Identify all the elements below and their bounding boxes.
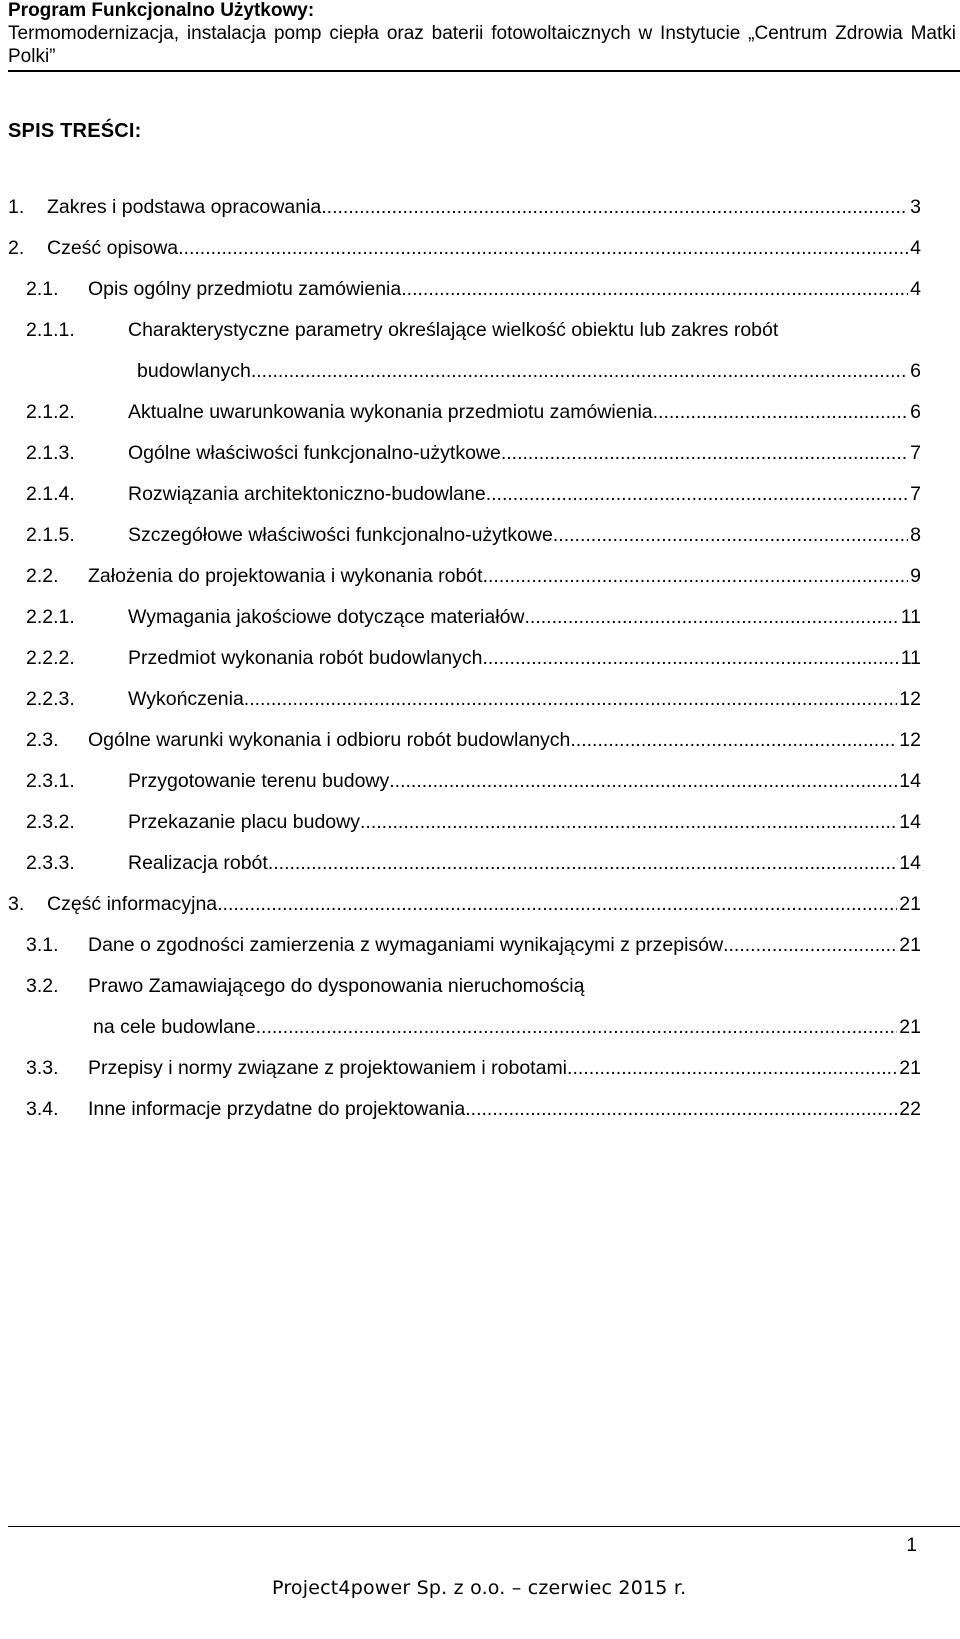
toc-entry-number: 2.1.4.	[26, 483, 75, 505]
toc-entry-number: 2.1.2.	[26, 401, 75, 423]
toc-entry-number: 2.1.3.	[26, 442, 75, 464]
toc-entry-continuation[interactable]	[0, 360, 960, 401]
toc-entry-title: Przepisy i normy związane z projektowaniem i robotami	[88, 1057, 568, 1079]
toc-entry-title: Ogólne warunki wykonania i odbioru robót budowlanych	[88, 729, 571, 751]
toc-entry-page: 12	[899, 729, 921, 751]
toc-leader-dots	[321, 196, 908, 219]
toc-entry-number: 2.2.2.	[26, 647, 75, 669]
toc-entry[interactable]	[0, 770, 960, 811]
toc-entry[interactable]	[0, 893, 960, 934]
toc-entry-page: 14	[899, 852, 921, 874]
toc-entry-title: Ogólne właściwości funkcjonalno-użytkowe	[128, 442, 501, 464]
toc-entry-title: Przygotowanie terenu budowy	[128, 770, 390, 792]
program-label: Program Funkcjonalno Użytkowy:	[8, 0, 315, 21]
toc-entry[interactable]	[0, 934, 960, 975]
toc-entry-number: 2.3.3.	[26, 852, 75, 874]
toc-leader-dots	[567, 1057, 897, 1080]
toc-entry-title: Opis ogólny przedmiotu zamówienia	[88, 278, 402, 300]
footer-divider	[8, 1526, 960, 1527]
toc-entry-title: Założenia do projektowania i wykonania robót	[88, 565, 483, 587]
toc-leader-dots	[268, 852, 897, 875]
toc-entry-title: na cele budowlane	[93, 1016, 256, 1038]
toc-entry-page: 11	[900, 606, 921, 628]
toc-leader-dots	[251, 360, 908, 383]
toc-leader-dots	[256, 1016, 898, 1039]
toc-leader-dots	[217, 893, 897, 916]
toc-entry-number: 3.3.	[26, 1057, 59, 1079]
toc-entry[interactable]	[0, 442, 960, 483]
toc-leader-dots	[178, 237, 908, 260]
toc-entry-page: 6	[910, 360, 921, 382]
toc-entry[interactable]	[0, 483, 960, 524]
toc-entry[interactable]	[0, 647, 960, 688]
toc-entry-title: Część informacyjna	[47, 893, 218, 915]
toc-entry-number: 3.4.	[26, 1098, 59, 1120]
toc-leader-dots	[570, 729, 897, 752]
toc-entry-title: Wykończenia	[128, 688, 244, 710]
toc-entry-page: 21	[899, 934, 921, 956]
toc-entry-number: 2.3.1.	[26, 770, 75, 792]
header-divider	[8, 70, 960, 72]
toc-entry[interactable]	[0, 524, 960, 565]
toc-entry-page: 4	[910, 237, 921, 259]
toc-entry-page: 11	[900, 647, 921, 669]
toc-leader-dots	[501, 442, 908, 465]
toc-entry-title: Charakterystyczne parametry określające wielkość obiektu lub zakres robót	[128, 319, 779, 341]
toc-entry-number: 2.1.1.	[26, 319, 75, 341]
toc-entry-title: Prawo Zamawiającego do dysponowania nieruchomością	[88, 975, 585, 997]
toc-entry-number: 3.1.	[26, 934, 59, 956]
toc-entry-number: 2.2.1.	[26, 606, 75, 628]
toc-entry[interactable]	[0, 1057, 960, 1098]
table-of-contents	[0, 196, 960, 1139]
toc-entry[interactable]	[0, 852, 960, 893]
toc-entry-number: 2.3.	[26, 729, 59, 751]
toc-entry-page: 8	[910, 524, 921, 546]
toc-entry-page: 6	[910, 401, 921, 423]
toc-leader-dots	[486, 483, 908, 506]
toc-entry[interactable]	[0, 278, 960, 319]
toc-entry-number: 2.2.3.	[26, 688, 75, 710]
toc-entry-page: 9	[910, 565, 921, 587]
toc-entry[interactable]	[0, 811, 960, 852]
toc-entry-continuation[interactable]	[0, 1016, 960, 1057]
toc-leader-dots	[401, 278, 908, 301]
toc-entry[interactable]	[0, 565, 960, 606]
page-number: 1	[906, 1535, 917, 1556]
document-header	[8, 0, 960, 68]
toc-entry-page: 7	[910, 483, 921, 505]
toc-entry-title: budowlanych	[137, 360, 251, 382]
toc-entry-page: 14	[899, 770, 921, 792]
toc-entry-page: 21	[899, 1057, 921, 1079]
toc-entry[interactable]	[0, 975, 960, 1016]
toc-entry-page: 4	[910, 278, 921, 300]
toc-entry-title: Przekazanie placu budowy	[128, 811, 360, 833]
toc-entry-title: Inne informacje przydatne do projektowania	[88, 1098, 466, 1120]
toc-leader-dots	[723, 934, 897, 957]
toc-leader-dots	[360, 811, 897, 834]
toc-entry-page: 21	[899, 1016, 921, 1038]
footer-company-date: Project4power Sp. z o.o. – czerwiec 2015 r.	[272, 1577, 687, 1599]
toc-leader-dots	[244, 688, 898, 711]
toc-entry[interactable]	[0, 196, 960, 237]
toc-entry-page: 21	[899, 893, 921, 915]
toc-entry-number: 2.	[8, 237, 25, 259]
toc-entry-page: 12	[899, 688, 921, 710]
toc-leader-dots	[483, 565, 909, 588]
toc-entry-title: Dane o zgodności zamierzenia z wymaganiami wynikającymi z przepisów	[88, 934, 724, 956]
toc-entry-title: Rozwiązania architektoniczno-budowlane	[128, 483, 486, 505]
toc-entry[interactable]	[0, 688, 960, 729]
document-subtitle: Termomodernizacja, instalacja pomp ciepła oraz baterii fotowoltaicznych w Instytucie „Centrum Zdrowia Matki Polki”	[8, 23, 956, 67]
toc-entry-number: 2.3.2.	[26, 811, 75, 833]
toc-entry-title: Realizacja robót	[128, 852, 268, 874]
toc-entry-page: 22	[899, 1098, 921, 1120]
toc-leader-dots	[465, 1098, 897, 1121]
toc-entry[interactable]	[0, 319, 960, 360]
toc-entry-number: 2.1.	[26, 278, 59, 300]
toc-entry-title: Cześć opisowa	[47, 237, 179, 259]
toc-entry[interactable]	[0, 729, 960, 770]
toc-entry-title: Wymagania jakościowe dotyczące materiałów	[128, 606, 525, 628]
toc-leader-dots	[482, 647, 898, 670]
toc-entry-title: Szczegółowe właściwości funkcjonalno-użytkowe	[128, 524, 553, 546]
toc-entry-number: 2.2.	[26, 565, 59, 587]
toc-title: SPIS TREŚCI:	[8, 120, 142, 142]
toc-entry-title: Aktualne uwarunkowania wykonania przedmiotu zamówienia	[128, 401, 653, 423]
toc-entry[interactable]	[0, 606, 960, 647]
toc-entry-page: 7	[910, 442, 921, 464]
toc-entry-number: 2.1.5.	[26, 524, 75, 546]
toc-entry-number: 3.	[8, 893, 25, 915]
toc-leader-dots	[653, 401, 909, 424]
toc-leader-dots	[525, 606, 899, 629]
toc-leader-dots	[389, 770, 897, 793]
toc-entry[interactable]	[0, 237, 960, 278]
toc-entry-number: 1.	[8, 196, 25, 218]
toc-entry[interactable]	[0, 401, 960, 442]
toc-entry[interactable]	[0, 1098, 960, 1139]
toc-entry-page: 14	[899, 811, 921, 833]
toc-entry-number: 3.2.	[26, 975, 59, 997]
toc-entry-title: Zakres i podstawa opracowania	[47, 196, 322, 218]
toc-leader-dots	[553, 524, 908, 547]
toc-entry-page: 3	[910, 196, 921, 218]
toc-entry-title: Przedmiot wykonania robót budowlanych	[128, 647, 483, 669]
